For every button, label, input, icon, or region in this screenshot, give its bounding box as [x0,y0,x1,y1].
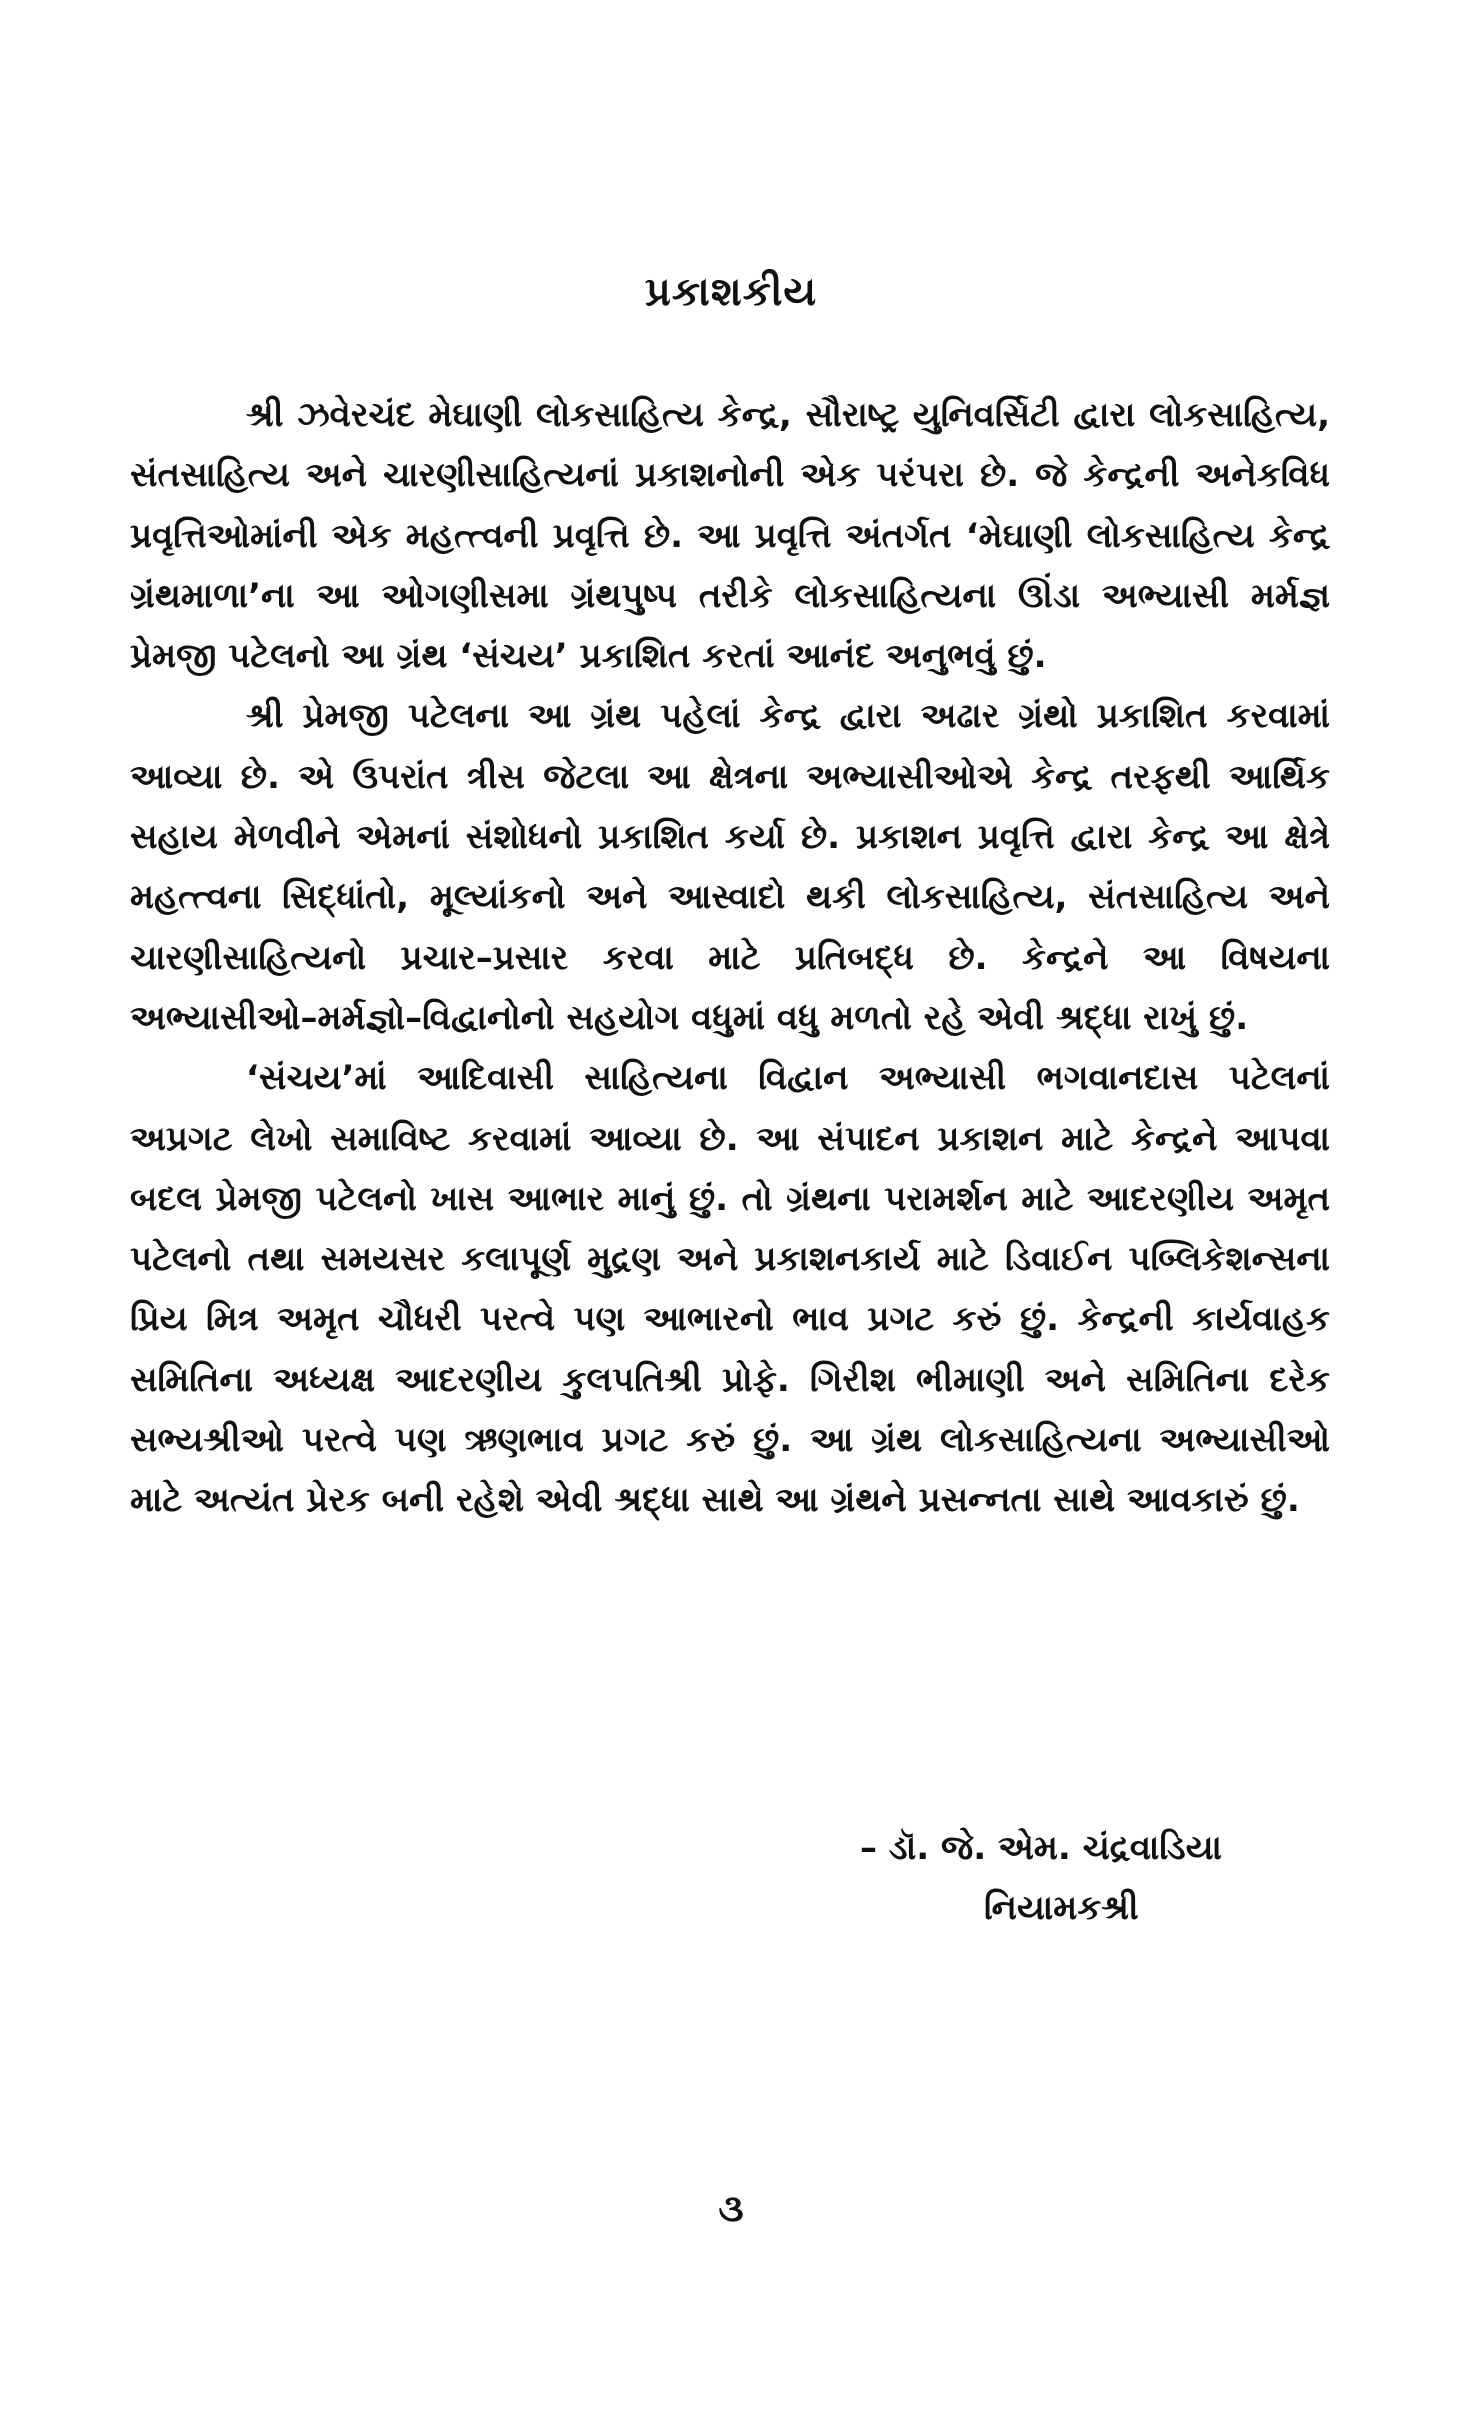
paragraph-1: શ્રી ઝવેરચંદ મેઘાણી લોકસાહિત્ય કેન્દ્ર, સૌરાષ્ટ્ર યુનિવર્સિટી દ્વારા લોકસાહિત્ય, સંતસાહિત્ય અને ચારણીસાહિત્યનાં પ્રકાશનોની એક પરંપરા છે. જે કેન્દ્રની અનેકવિધ પ્રવૃત્તિઓમાંની એક મહત્ત્વની પ્રવૃત્તિ છે. આ પ્રવૃત્તિ અંતર્ગત ‘મેઘાણી લોકસાહિત્ય કેન્દ્ર ગ્રંથમાળા’ના આ ઓગણીસમા ગ્રંથપુષ્પ તરીકે લોકસાહિત્યના ઊંડા અભ્યાસી મર્મજ્ઞ પ્રેમજી પટેલનો આ ગ્રંથ ‘સંચય’ પ્રકાશિત કરતાં આનંદ અનુભવું છું. [130,395,1330,677]
body-text [130,385,1330,1531]
paragraph-2: શ્રી પ્રેમજી પટેલના આ ગ્રંથ પહેલાં કેન્દ્ર દ્વારા અઢાર ગ્રંથો પ્રકાશિત કરવામાં આવ્યા છે. એ ઉપરાંત ત્રીસ જેટલા આ ક્ષેત્રના અભ્યાસીઓએ કેન્દ્ર તરફથી આર્થિક સહાય મેળવીને એમનાં સંશોધનો પ્રકાશિત કર્યા છે. પ્રકાશન પ્રવૃત્તિ દ્વારા કેન્દ્ર આ ક્ષેત્રે મહત્ત્વના સિદ્ધાંતો, મૂલ્યાંકનો અને આસ્વાદો થકી લોકસાહિત્ય, સંતસાહિત્ય અને ચારણીસાહિત્યનો પ્રચાર–પ્રસાર કરવા માટે પ્રતિબદ્ધ છે. કેન્દ્રને આ વિષયના અભ્યાસીઓ–મર્મજ્ઞો–વિદ્વાનોનો સહયોગ વધુમાં વધુ મળતો રહે એવી શ્રદ્ધા રાખું છું. [130,696,1330,1038]
paragraph-3: ‘સંચય’માં આદિવાસી સાહિત્યના વિદ્વાન અભ્યાસી ભગવાનદાસ પટેલનાં અપ્રગટ લેખો સમાવિષ્ટ કરવામાં આવ્યા છે. આ સંપાદન પ્રકાશન માટે કેન્દ્રને આપવા બદલ પ્રેમજી પટેલનો ખાસ આભાર માનું છું. તો ગ્રંથના પરામર્શન માટે આદરણીય અમૃત પટેલનો તથા સમયસર કલાપૂર્ણ મુદ્રણ અને પ્રકાશનકાર્ય માટે ડિવાઈન પબ્લિકેશન્સના પ્રિય મિત્ર અમૃત ચૌધરી પરત્વે પણ આભારનો ભાવ પ્રગટ કરું છું. કેન્દ્રની કાર્યવાહક સમિતિના અધ્યક્ષ આદરણીય કુલપતિશ્રી પ્રોફે. ગિરીશ ભીમાણી અને સમિતિના દરેક સભ્યશ્રીઓ પરત્વે પણ ઋણભાવ પ્રગટ કરું છું. આ ગ્રંથ લોકસાહિત્યના અભ્યાસીઓ માટે અત્યંત પ્રેરક બની રહેશે એવી શ્રદ્ધા સાથે આ ગ્રંથને પ્રસન્નતા સાથે આવકારું છું. [130,1058,1330,1521]
signature-name: – ડૉ. જે. એમ. ચંદ્રવાડિયા [860,1828,1222,1868]
signature-block [860,1818,1340,1938]
signature-role: નિયામકશ્રી [984,1888,1139,1928]
page-number: ૩ [718,2186,744,2230]
page-title: પ્રકાશકીય [644,269,818,315]
